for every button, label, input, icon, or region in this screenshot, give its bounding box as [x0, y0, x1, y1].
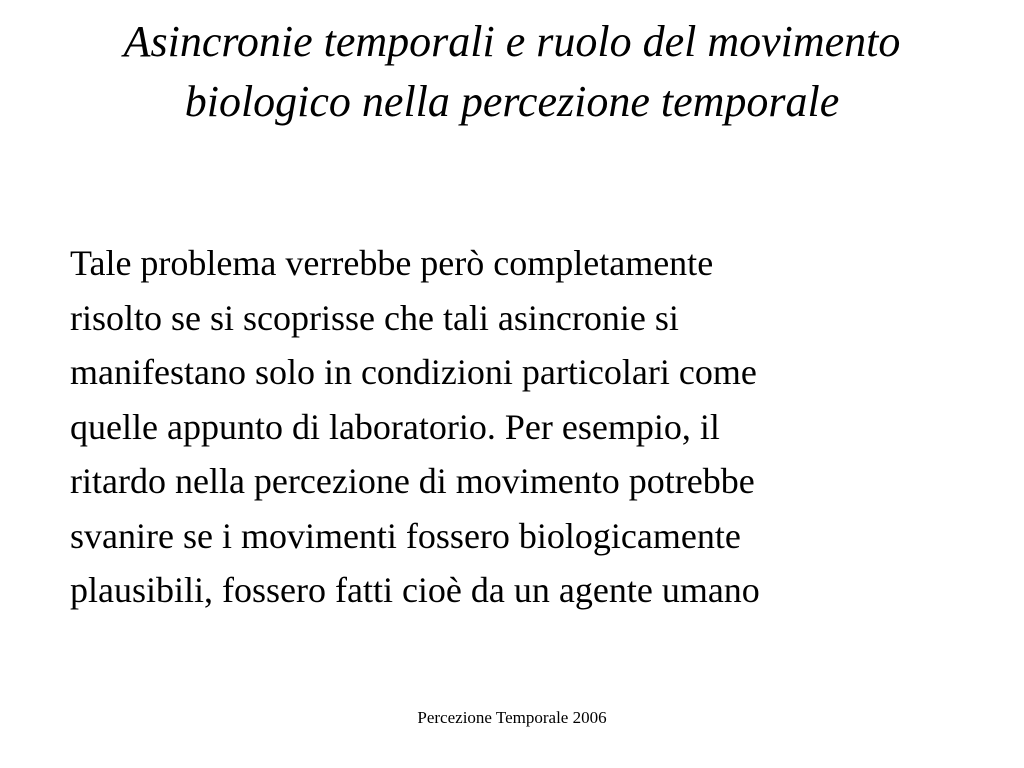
body-line: ritardo nella percezione di movimento potrebbe — [70, 461, 755, 501]
body-line: plausibili, fossero fatti cioè da un agente umano — [70, 570, 760, 610]
body-line: quelle appunto di laboratorio. Per esempio, il — [70, 406, 720, 447]
title-line: Asincronie temporali e ruolo del movimento — [123, 17, 901, 66]
body-line: Tale problema verrebbe però completamente — [70, 243, 714, 283]
slide-footer: Percezione Temporale 2006 — [417, 708, 607, 727]
body-line: svanire se i movimenti fossero biologicamente — [70, 515, 741, 556]
body-line: manifestano solo in condizioni particolari come — [70, 352, 757, 392]
slide-body-text — [70, 236, 970, 618]
body-line: risolto se si scoprisse che tali asincronie si — [70, 297, 679, 338]
slide-title — [40, 12, 984, 132]
title-line: biologico nella percezione temporale — [184, 77, 840, 126]
